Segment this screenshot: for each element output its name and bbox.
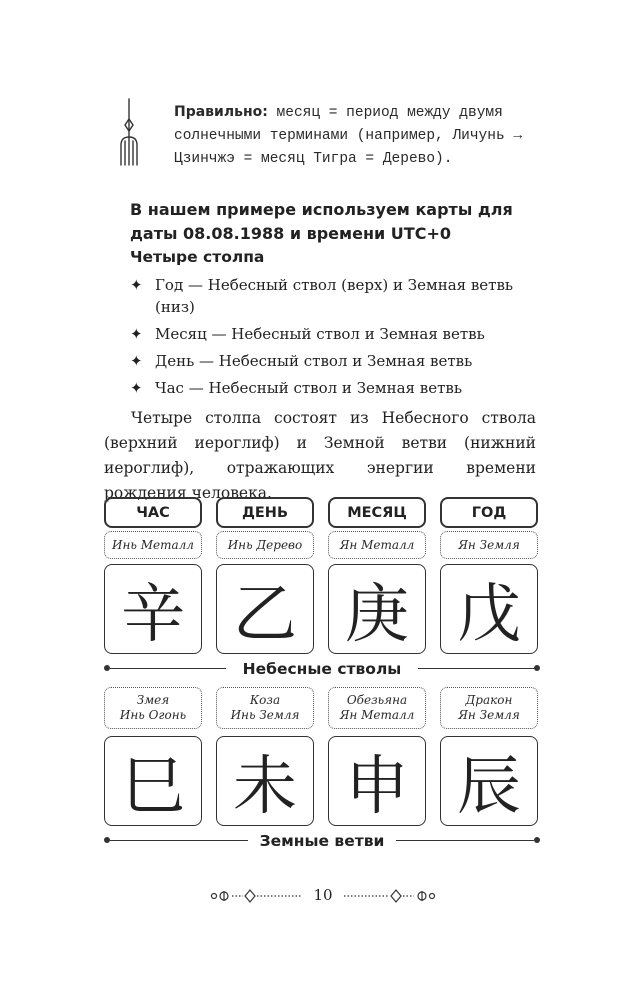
stem-char-day: 乙 (216, 564, 314, 654)
callout-body: месяц = период между двумя солнечными терминами (например, Личунь → Цзинчжэ = месяц Тигра = Дерево). (174, 105, 523, 167)
branch-element: Ян Земля (458, 708, 520, 722)
pillars-chart (104, 497, 540, 857)
page-number: 10 (313, 886, 333, 904)
list-item-term: Год (155, 276, 184, 294)
callout-note (118, 97, 528, 167)
branch-info-year (440, 687, 538, 729)
branch-char-year: 辰 (440, 736, 538, 826)
list-item-term: Час (155, 379, 184, 397)
stem-element-text: Ян Земля (458, 537, 520, 552)
stem-element-text: Ян Металл (339, 537, 415, 552)
branch-char-month: 申 (328, 736, 426, 826)
list-item (130, 377, 530, 399)
list-item (130, 350, 530, 372)
pillars-explanation: Четыре столпа состоят из Небесного ствола (верхний иероглиф) и Земной ветви (нижний иероглиф), отражающих энергии времени рождения человека. (104, 409, 536, 502)
stem-element-month (328, 531, 426, 559)
stems-caption: Небесные стволы (242, 660, 402, 678)
stem-element-text: Инь Дерево (227, 537, 303, 552)
branches-caption: Земные ветви (259, 832, 385, 850)
branch-char-day: 未 (216, 736, 314, 826)
four-point-star-icon: ✦ (130, 379, 143, 397)
four-pillars-heading: Четыре столпа (130, 248, 265, 266)
list-item (130, 274, 530, 318)
branch-animal: Коза (249, 693, 281, 707)
example-date-paragraph: В нашем примере используем карты для даты 08.08.1988 и времени UTC+0 (130, 200, 513, 243)
trident-ornament-icon (118, 97, 140, 167)
pillars-list (130, 274, 530, 404)
branches-divider (104, 831, 540, 851)
pillar-label-day: ДЕНЬ (216, 497, 314, 528)
four-point-star-icon: ✦ (130, 276, 143, 294)
stem-char-month: 庚 (328, 564, 426, 654)
stem-element-text: Инь Металл (112, 537, 194, 552)
list-item-text: — Небесный ствол и Земная ветвь (183, 379, 462, 397)
list-item-text: — Небесный ствол и Земная ветвь (206, 325, 485, 343)
branch-info-month (328, 687, 426, 729)
branch-char-hour: 巳 (104, 736, 202, 826)
four-point-star-icon: ✦ (130, 325, 143, 343)
branch-element: Инь Огонь (119, 708, 187, 722)
stem-char-year: 戊 (440, 564, 538, 654)
callout-label: Правильно: (174, 104, 268, 120)
branch-animal: Дракон (465, 693, 513, 707)
branch-info-day (216, 687, 314, 729)
stem-element-year (440, 531, 538, 559)
stem-element-day (216, 531, 314, 559)
stems-divider (104, 659, 540, 679)
four-point-star-icon: ✦ (130, 352, 143, 370)
list-item-term: Месяц (155, 325, 207, 343)
list-item-term: День (155, 352, 195, 370)
branch-animal: Змея (136, 693, 170, 707)
list-item (130, 323, 530, 345)
stem-element-hour (104, 531, 202, 559)
branch-animal: Обезьяна (346, 693, 408, 707)
stem-char-hour: 辛 (104, 564, 202, 654)
pillar-label-year: ГОД (440, 497, 538, 528)
list-item-text: — Небесный ствол (верх) и Земная ветвь (низ) (155, 276, 514, 316)
pillar-label-hour: ЧАС (104, 497, 202, 528)
branch-element: Инь Земля (230, 708, 300, 722)
pillar-label-month: МЕСЯЦ (328, 497, 426, 528)
page-footer (210, 886, 436, 906)
branch-element: Ян Металл (339, 708, 415, 722)
branch-info-hour (104, 687, 202, 729)
callout-text (174, 101, 524, 171)
list-item-text: — Небесный ствол и Земная ветвь (194, 352, 473, 370)
